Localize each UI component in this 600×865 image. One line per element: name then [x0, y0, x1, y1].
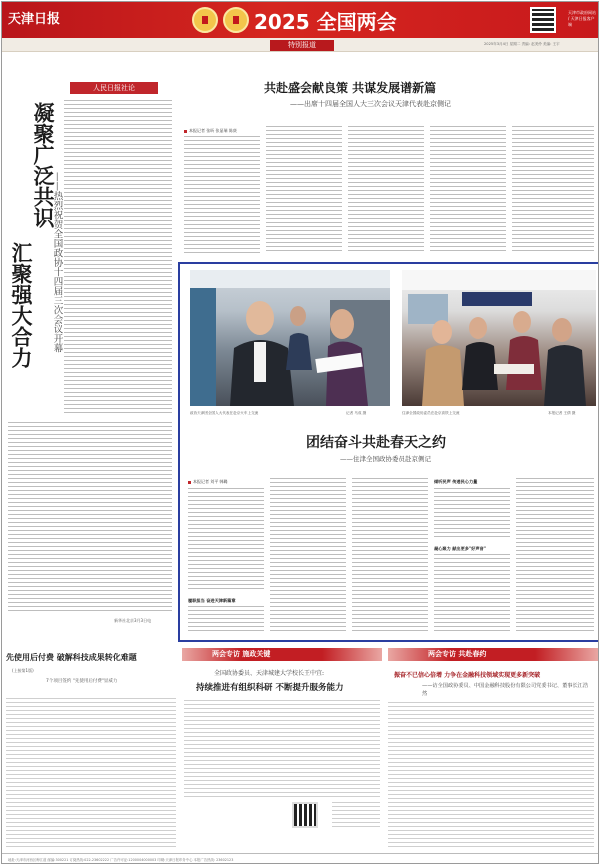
- national-emblem-icon: [192, 7, 218, 33]
- top-story-text-col2: [266, 126, 342, 254]
- masthead: 天津日报: [8, 12, 61, 27]
- photo-right-credit: 本报记者 王倩 摄: [548, 411, 576, 415]
- editorial-kicker: 人民日报社论: [70, 82, 158, 94]
- top-story-byline: 本报记者 张昕 张显瑞 陈庚: [184, 128, 237, 134]
- bottom-left-label: (上接第1版): [12, 668, 34, 673]
- header-banner: [2, 2, 599, 38]
- photo-left-illustration: [190, 270, 390, 406]
- page-footer: 地址:天津市河西区梅江道 邮编:300221 订阅热线:022-23602222 广告许可证:1200004000003 印刷:天津日报印务中心 本报广告热线: 23602123: [2, 853, 599, 864]
- bottom-left-title: 先使用后付费 破解科技成果转化难题: [6, 653, 137, 662]
- banner-title: 2025 全国两会: [254, 10, 397, 34]
- feature-text-col1b: [188, 606, 264, 634]
- bottom-center-kicker: 全国政协委员、天津城建大学校长王中宜:: [214, 670, 325, 677]
- feature-subhead: ——住津全国政协委员赴京侧记: [340, 455, 431, 463]
- photo-left-credit: 记者 马成 摄: [346, 411, 367, 415]
- editorial-subtitle: ——热烈祝贺全国政协十四届三次会议开幕: [51, 172, 63, 353]
- bottom-left-text: [6, 698, 176, 848]
- bottom-right-bar: [388, 648, 598, 661]
- top-story-subhead: ——出席十四届全国人大三次会议天津代表赴京侧记: [290, 100, 451, 108]
- date-line: 2025年3月4日 星期二 责编: 赵美伶 美编: 王宇: [484, 42, 560, 46]
- feature-section-2: 凝心聚力 献出更多"好声音": [434, 546, 486, 551]
- feature-byline: 本报记者 刘平 韩璐: [188, 479, 228, 485]
- editorial-text-upper: [64, 100, 172, 416]
- top-story-headline: 共赴盛会献良策 共谋发展谱新篇: [264, 81, 437, 95]
- bottom-center-bar: [182, 648, 382, 661]
- top-story-text-col1: [184, 136, 260, 254]
- top-story-text-col3: [348, 126, 424, 254]
- photo-left-caption: 政协天津团全国人大代表在赴京火车上交流: [190, 411, 259, 415]
- feature-headline: 团结奋斗共赴春天之约: [306, 435, 446, 451]
- editorial-text-lower: [8, 422, 172, 612]
- feature-text-col5: [516, 478, 594, 634]
- feature-section-3: 履职担当 奋进天津新篇章: [188, 598, 236, 603]
- photo-right: [402, 270, 596, 406]
- feature-text-col1: [188, 488, 264, 592]
- bottom-center-bar-label: 两会专访 施政关键: [212, 650, 271, 658]
- editorial-source: 新华社北京3月3日电: [114, 618, 152, 623]
- photo-right-caption: 住津全国政协委员在赴京高铁上交流: [402, 411, 460, 415]
- qr-code-icon[interactable]: [530, 7, 556, 33]
- feature-text-col4b: [434, 554, 510, 634]
- cppcc-emblem-icon: [223, 7, 249, 33]
- feature-text-col4a: [434, 488, 510, 538]
- bottom-right-title: 振奋不已信心倍增 力争在金融科技领域实现更多新突破: [394, 672, 541, 679]
- bottom-center-note: [332, 802, 380, 830]
- bottom-qr-code-icon[interactable]: [292, 802, 318, 828]
- top-story-text-col4: [430, 126, 506, 254]
- feature-section-1: 倾听民声 传递民心力量: [434, 479, 478, 484]
- bottom-left-note: 7个项目签约 "先使用后付费"显威力: [46, 679, 118, 684]
- bottom-right-text: [388, 702, 594, 848]
- photo-left: [190, 270, 390, 406]
- feature-story-box[interactable]: [178, 262, 599, 642]
- bottom-right-bar-label: 两会专访 共赴春约: [428, 650, 487, 658]
- corner-text: 天津市政府网站 / 天津日报客户端: [568, 10, 596, 27]
- newspaper-page: [1, 1, 599, 864]
- editorial-title-line1: 凝聚广泛共识: [31, 102, 55, 228]
- top-story-text-col5: [512, 126, 594, 254]
- bottom-center-title: 持续推进有组织科研 不断提升服务能力: [196, 683, 344, 693]
- bottom-center-text: [184, 700, 380, 798]
- feature-text-col2: [270, 478, 346, 634]
- special-report-tag: 特别报道: [270, 40, 334, 51]
- photo-right-illustration: [402, 270, 596, 406]
- editorial-title-line2: 汇聚强大合力: [9, 242, 33, 368]
- bottom-right-sub: ——访全国政协委员、中国金融科技股份有限公司党委书记、董事长江浩然: [422, 683, 589, 697]
- feature-text-col3: [352, 478, 428, 634]
